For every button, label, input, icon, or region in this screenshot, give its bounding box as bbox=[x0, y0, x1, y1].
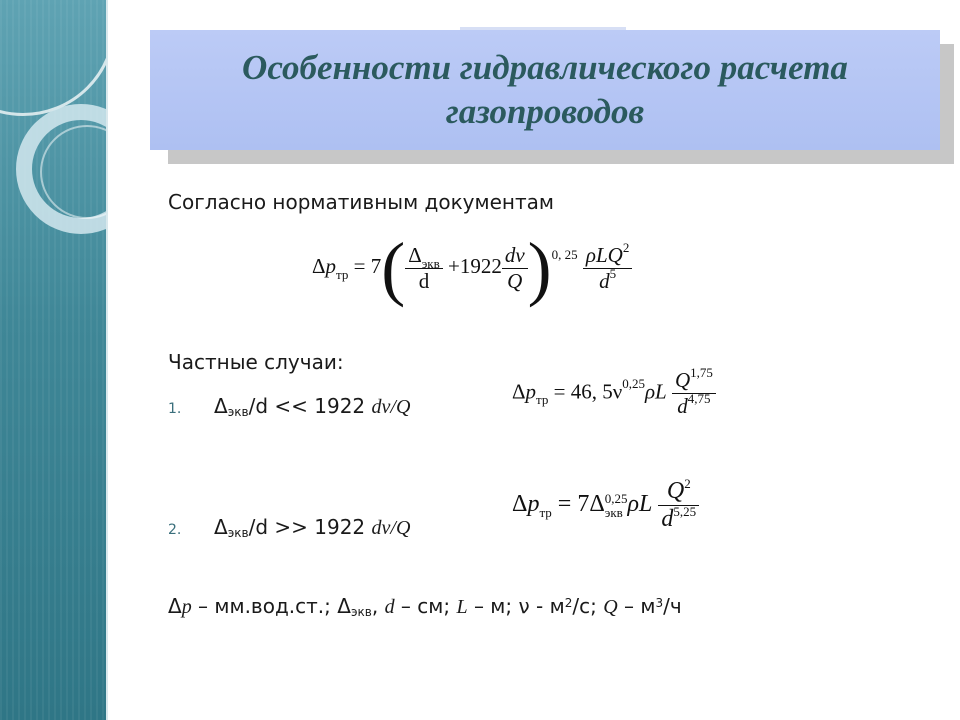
case-1-rest: /d << 1922 bbox=[248, 394, 372, 418]
f1-frac-den: d bbox=[677, 394, 688, 418]
fm-frac3-num: ρLQ bbox=[585, 242, 623, 267]
case-1-var: dν/Q bbox=[371, 396, 411, 418]
fm-frac1 bbox=[405, 243, 443, 294]
u-q-unit2: /ч bbox=[663, 594, 682, 618]
f1-frac bbox=[672, 365, 716, 419]
intro-text: Согласно нормативным документам bbox=[168, 190, 554, 214]
fm-frac3 bbox=[583, 239, 632, 294]
f2-lhs-var: p bbox=[527, 491, 540, 518]
case-1 bbox=[168, 394, 410, 419]
fm-coef: 7 bbox=[370, 253, 382, 278]
fm-lhs-symbol: Δ bbox=[312, 253, 326, 278]
fm-paren-left: ( bbox=[381, 228, 406, 308]
slide-title bbox=[242, 46, 848, 134]
f2-lhs-sub: тр bbox=[539, 505, 552, 521]
case-2-symbol: Δ bbox=[214, 515, 228, 539]
fm-frac2-num: dν bbox=[504, 242, 525, 267]
f1-rho-l: ρL bbox=[644, 379, 667, 404]
fm-frac3-den: d bbox=[599, 268, 610, 293]
f2-frac-num: Q bbox=[666, 478, 685, 504]
f1-frac-num: Q bbox=[674, 368, 691, 392]
u-d-var: d bbox=[384, 596, 395, 618]
units-legend bbox=[168, 594, 682, 619]
f1-frac-den-exp: 4,75 bbox=[687, 391, 711, 406]
u-l-unit: – м; bbox=[467, 594, 519, 618]
fm-frac2 bbox=[502, 243, 528, 294]
title-line-1: Особенности гидравлического расчета bbox=[242, 48, 848, 87]
case-2-sub: экв bbox=[227, 526, 249, 540]
fm-paren-right: ) bbox=[527, 228, 552, 308]
f2-coef-sub: экв bbox=[604, 504, 623, 520]
f2-frac bbox=[658, 478, 699, 533]
u-q-exp: 3 bbox=[655, 596, 664, 610]
u-q-var: Q bbox=[603, 596, 618, 618]
f2-frac-den: d bbox=[661, 506, 674, 532]
u-nu-unit: - м bbox=[529, 594, 565, 618]
case-1-symbol: Δ bbox=[214, 394, 228, 418]
f2-lhs-symbol: Δ bbox=[512, 491, 528, 518]
f2-coef-exp: 0,25 bbox=[604, 490, 628, 506]
fm-frac1-symbol: Δ bbox=[408, 242, 422, 267]
u-p-var: p bbox=[181, 596, 192, 618]
f1-lhs-symbol: Δ bbox=[512, 379, 526, 404]
case-1-sub: экв bbox=[227, 405, 249, 419]
f1-lhs-var: p bbox=[525, 379, 537, 404]
f1-rhs-start: 46, 5ν bbox=[570, 379, 623, 404]
f2-coef: 7Δ bbox=[577, 491, 605, 518]
u-p-unit: – мм.вод.ст.; bbox=[191, 594, 338, 618]
cases-heading: Частные случаи: bbox=[168, 350, 344, 374]
case-2 bbox=[168, 515, 410, 540]
fm-exponent: 0, 25 bbox=[551, 246, 578, 262]
formula-case-2 bbox=[512, 478, 699, 533]
f2-eq: = bbox=[557, 491, 572, 518]
u-ekv-symbol: Δ bbox=[337, 594, 351, 618]
case-1-condition bbox=[214, 394, 410, 419]
case-1-number: 1. bbox=[168, 401, 182, 417]
title-line-2: газопроводов bbox=[445, 92, 645, 131]
u-ekv-sub: экв bbox=[350, 605, 372, 619]
side-divider bbox=[106, 0, 108, 720]
formula-main bbox=[312, 228, 632, 308]
f2-frac-den-exp: 5,25 bbox=[673, 504, 697, 519]
fm-const: 1922 bbox=[459, 253, 502, 278]
f1-frac-num-exp: 1,75 bbox=[690, 365, 713, 380]
u-nu: ν bbox=[518, 594, 530, 618]
fm-lhs-var: p bbox=[325, 253, 337, 278]
fm-frac1-sub: экв bbox=[421, 255, 440, 271]
fm-lhs-sub: тр bbox=[336, 266, 349, 282]
case-2-number: 2. bbox=[168, 522, 182, 538]
fm-frac2-den: Q bbox=[502, 268, 528, 294]
u-l-var: L bbox=[456, 596, 468, 618]
u-nu-exp: 2 bbox=[564, 596, 573, 610]
case-2-rest: /d >> 1922 bbox=[248, 515, 372, 539]
u-nu-unit2: /с; bbox=[572, 594, 604, 618]
u-p-symbol: Δ bbox=[168, 594, 182, 618]
fm-frac3-den-exp: 5 bbox=[609, 265, 617, 281]
f1-eq: = bbox=[553, 379, 566, 404]
u-d-part: , bbox=[371, 594, 385, 618]
f1-lhs-sub: тр bbox=[536, 392, 549, 408]
u-d-unit: – см; bbox=[394, 594, 457, 618]
formula-case-1 bbox=[512, 365, 716, 419]
f2-frac-num-exp: 2 bbox=[684, 476, 691, 491]
fm-frac1-den: d bbox=[405, 268, 443, 294]
side-decoration bbox=[0, 0, 106, 720]
f2-rho-l: ρL bbox=[627, 491, 653, 518]
fm-frac3-num-exp: 2 bbox=[622, 239, 630, 255]
u-q-unit: – м bbox=[617, 594, 656, 618]
fm-plus: + bbox=[448, 253, 460, 278]
fm-eq: = bbox=[353, 253, 366, 278]
case-2-var: dν/Q bbox=[371, 517, 411, 539]
title-box bbox=[150, 30, 940, 150]
case-2-condition bbox=[214, 515, 410, 540]
f1-rhs-exp: 0,25 bbox=[622, 376, 645, 392]
